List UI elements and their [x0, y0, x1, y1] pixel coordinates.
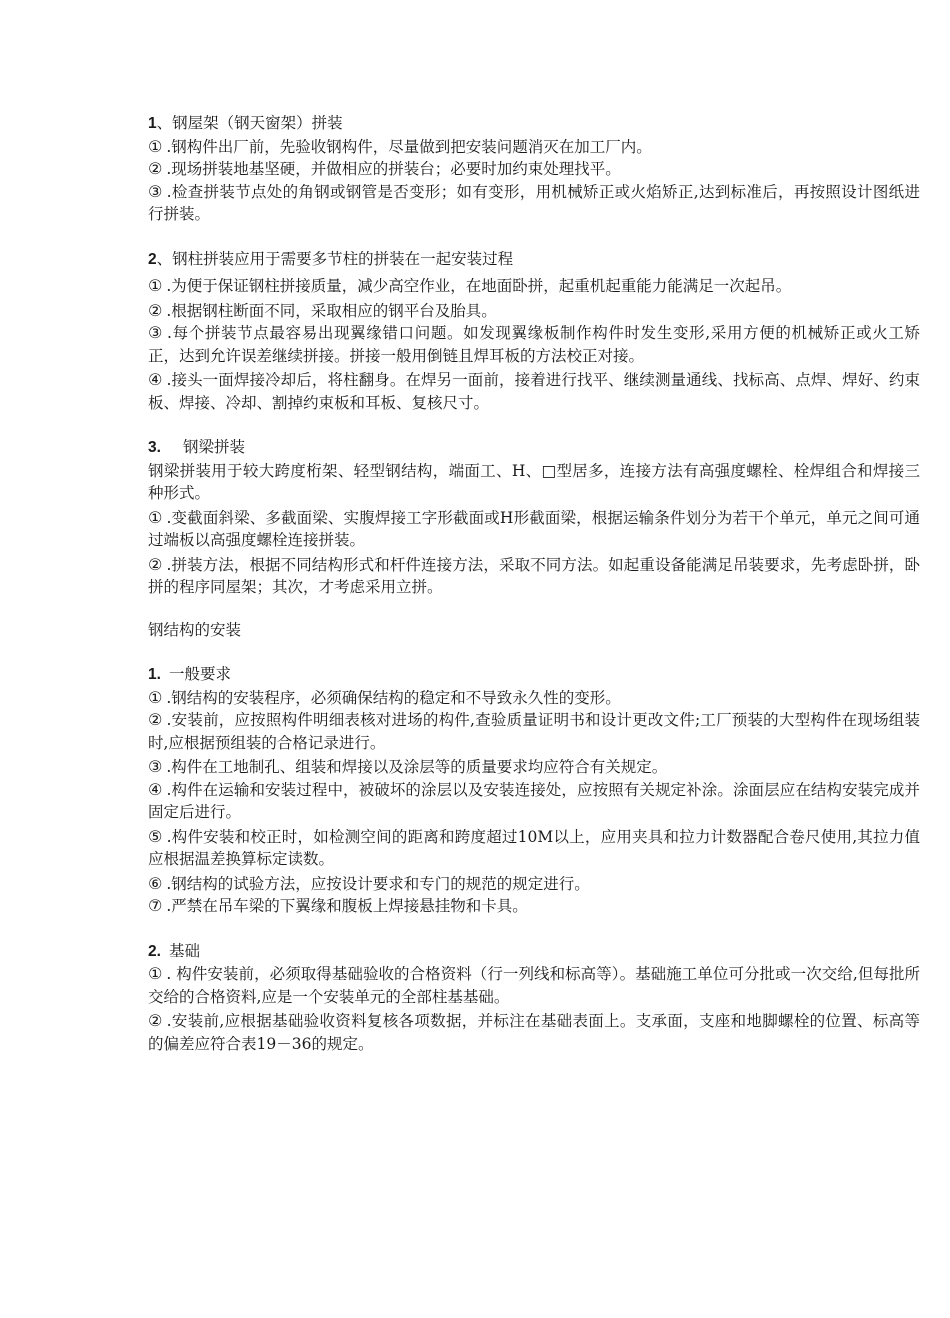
- list-item: [148, 687, 920, 710]
- list-marker: ⑦: [148, 896, 163, 915]
- list-item-text: . 构件安装前，必须取得基础验收的合格资料（行一列线和标高等）。基础施工单位可分批或一次交给,但每批所交给的合格资料,应是一个安装单元的全部柱基基础。: [148, 965, 920, 1006]
- section-title: 、钢柱拼装应用于需要多节柱的拼装在一起安装过程: [156, 249, 514, 268]
- list-item: [148, 963, 920, 1008]
- list-item: [148, 1010, 920, 1055]
- list-item-text: .严禁在吊车梁的下翼缘和腹板上焊接悬挂物和卡具。: [166, 897, 528, 915]
- list-item-text: .为便于保证钢柱拼接质量，减少高空作业，在地面卧拼，起重机起重能力能满足一次起吊。: [166, 277, 792, 295]
- section-number: 2: [148, 250, 157, 268]
- list-marker: ②: [148, 159, 163, 178]
- list-item-text: .钢构件出厂前，先验收钢构件，尽量做到把安装问题消灭在加工厂内。: [166, 137, 652, 156]
- list-marker: ⑤: [148, 826, 163, 846]
- section-intro: 钢梁拼装用于较大跨度桁架、轻型钢结构，端面工、H、□型居多，连接方法有高强度螺栓、栓焊组合和焊接三种形式。: [148, 461, 920, 502]
- list-item: [148, 895, 920, 918]
- list-item-text: .构件在运输和安装过程中，被破坏的涂层以及安装连接处，应按照有关规定补涂。涂面层应在结构安装完成并固定后进行。: [148, 780, 921, 821]
- list-item: [148, 709, 920, 754]
- list-item-text: .构件安装和校正时，如检测空间的距离和跨度超过10M以上，应用夹具和拉力计数器配合卷尺使用,其拉力值应根据温差换算标定读数。: [148, 827, 921, 868]
- list-item: [148, 507, 920, 552]
- list-item: [148, 369, 920, 414]
- list-item: [148, 554, 920, 599]
- list-item: [148, 181, 920, 226]
- section-heading-foundation: [148, 940, 920, 964]
- list-item-text: .现场拼装地基坚硬，并做相应的拼装台；必要时加约束处理找平。: [166, 160, 621, 178]
- section-title: 基础: [168, 941, 200, 960]
- list-item-text: .安装前,应根据基础验收资料复核各项数据，并标注在基础表面上。支承面，支座和地脚螺栓的位置、标高等的偏差应符合表19－36的规定。: [148, 1012, 920, 1053]
- list-marker: ①: [148, 136, 163, 156]
- list-marker: ③: [148, 757, 163, 776]
- list-marker: ⑥: [148, 873, 163, 893]
- list-item: [148, 826, 920, 871]
- list-item-text: .钢结构的试验方法，应按设计要求和专门的规范的规定进行。: [166, 874, 590, 893]
- list-marker: ②: [148, 554, 163, 574]
- list-marker: ②: [148, 1011, 163, 1030]
- section-heading-roof-truss: [148, 112, 920, 136]
- chapter-title: 钢结构的安装: [148, 620, 242, 639]
- list-item-text: .拼装方法，根据不同结构形式和杆件连接方法，采取不同方法。如起重设备能满足吊装要求，先考虑卧拼，卧拼的程序同屋架；其次，才考虑采用立拼。: [148, 555, 921, 596]
- list-marker: ③: [148, 181, 163, 201]
- list-marker: ②: [148, 300, 163, 320]
- list-marker: ④: [148, 779, 163, 799]
- document-page: [148, 112, 920, 1055]
- list-marker: ①: [148, 276, 163, 295]
- section-title: 、钢屋架（钢天窗架）拼装: [156, 114, 343, 132]
- list-item-text: .安装前，应按照构件明细表核对进场的构件,查验质量证明书和设计更改文件;工厂预装的大型构件在现场组装时,应根据预组装的合格记录进行。: [148, 711, 920, 752]
- list-item-text: .变截面斜梁、多截面梁、实腹焊接工字形截面或H形截面梁，根据运输条件划分为若干个单元，单元之间可通过端板以高强度螺栓连接拼装。: [148, 508, 920, 549]
- list-item-text: .构件在工地制孔、组装和焊接以及涂层等的质量要求均应符合有关规定。: [166, 758, 668, 776]
- section-heading-column-assembly: [148, 248, 920, 272]
- list-marker: ①: [148, 507, 163, 527]
- list-item: [148, 322, 920, 367]
- section-heading-beam-assembly: [148, 436, 920, 460]
- list-marker: ②: [148, 710, 163, 729]
- list-item: [148, 275, 920, 298]
- list-item-text: .检查拼装节点处的角钢或钢管是否变形；如有变形，用机械矫正或火焰矫正,达到标准后，再按照设计图纸进行拼装。: [148, 182, 920, 223]
- list-item: [148, 756, 920, 779]
- list-item-text: .根据钢柱断面不同，采取相应的钢平台及胎具。: [166, 301, 497, 320]
- list-marker: ④: [148, 370, 163, 389]
- section-title: 钢梁拼装: [182, 438, 245, 456]
- section-number: 1.: [148, 666, 161, 683]
- section-number: 3.: [148, 439, 161, 456]
- list-item: [148, 779, 920, 824]
- list-item: [148, 300, 920, 323]
- section-number: 2.: [148, 942, 161, 960]
- section-heading-general-requirements: [148, 663, 920, 687]
- list-item-text: .钢结构的安装程序，必须确保结构的稳定和不导致永久性的变形。: [166, 688, 621, 707]
- section-title: 一般要求: [168, 665, 231, 683]
- list-item-text: .接头一面焊接冷却后，将柱翻身。在焊另一面前，接着进行找平、继续测量通线、找标高、点焊、焊好、约束板、焊接、冷却、割掉约束板和耳板、复核尺寸。: [148, 371, 921, 412]
- list-item: [148, 873, 920, 896]
- list-item: [148, 136, 920, 159]
- list-marker: ①: [148, 687, 163, 707]
- list-item-text: .每个拼装节点最容易出现翼缘错口问题。如发现翼缘板制作构件时发生变形,采用方便的机械矫正或火工矫正，达到允许误差继续拼接。拼接一般用倒链且焊耳板的方法校正对接。: [148, 324, 921, 365]
- section-number: 1: [148, 115, 157, 132]
- list-item: [148, 158, 920, 181]
- list-marker: ③: [148, 323, 163, 342]
- list-marker: ①: [148, 964, 163, 983]
